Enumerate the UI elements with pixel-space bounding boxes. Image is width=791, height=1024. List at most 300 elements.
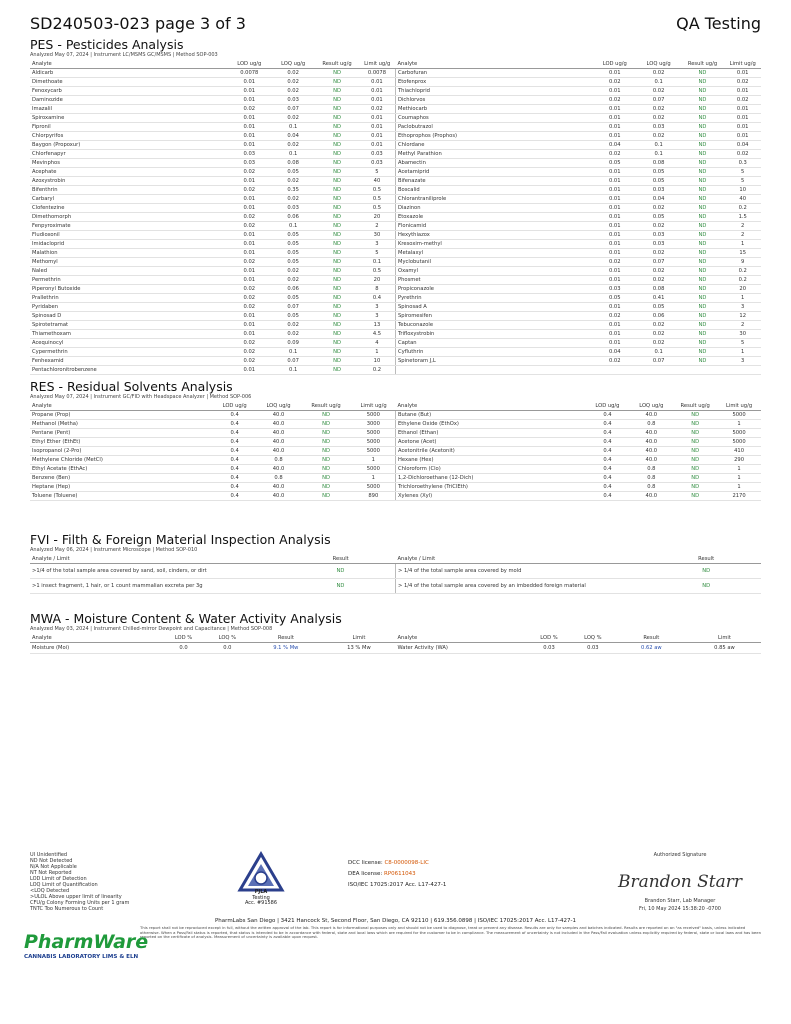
mwa-meta: Analyzed May 03, 2024 | Instrument Chilled-mirror Dewpoint and Capacitance | Method SOP-008 — [30, 626, 273, 632]
res-col-limit: Limit ug/g — [352, 402, 396, 411]
res-col-result-2: Result ug/g — [673, 402, 717, 411]
res-loq-2: 0.8 — [629, 483, 673, 492]
res-loq: 40.0 — [257, 492, 301, 501]
pes-result: ND — [315, 348, 359, 357]
pes-row — [30, 348, 761, 357]
res-limit: 890 — [352, 492, 396, 501]
pes-analyte-2: Carbofuran — [395, 69, 592, 78]
res-analyte-2: Acetone (Acet) — [395, 438, 585, 447]
pes-lod-2: 0.01 — [593, 240, 637, 249]
fvi-table — [30, 555, 761, 594]
fvi-criterion: >1 insect fragment, 1 hair, or 1 count mammalian excreta per 3g — [30, 579, 286, 594]
mwa-title: MWA - Moisture Content & Water Activity Analysis — [30, 611, 342, 626]
pes-analyte-2: Flonicamid — [395, 222, 592, 231]
pes-limit: 0.01 — [359, 87, 396, 96]
pes-loq-2: 0.05 — [637, 177, 681, 186]
res-lod-2: 0.4 — [586, 474, 630, 483]
pes-result-2: ND — [681, 78, 725, 87]
res-limit-2: 1 — [717, 420, 761, 429]
pes-loq-2: 0.05 — [637, 303, 681, 312]
pes-limit: 0.01 — [359, 132, 396, 141]
pes-lod: 0.01 — [227, 132, 271, 141]
res-analyte-2: Trichloroethylene (TriClEth) — [395, 483, 585, 492]
pes-limit-2: 1 — [724, 240, 761, 249]
pes-limit-2: 0.3 — [724, 159, 761, 168]
pes-analyte-2: Tebuconazole — [395, 321, 592, 330]
pes-lod-2 — [593, 366, 637, 375]
res-lod: 0.4 — [213, 429, 257, 438]
pes-lod-2: 0.01 — [593, 249, 637, 258]
res-lod: 0.4 — [213, 465, 257, 474]
res-result: ND — [300, 420, 351, 429]
pes-result: ND — [315, 303, 359, 312]
pes-limit: 4.5 — [359, 330, 396, 339]
pes-result-2: ND — [681, 303, 725, 312]
pes-limit-2: 0.01 — [724, 114, 761, 123]
pes-loq: 0.1 — [271, 150, 315, 159]
res-analyte: Isopropanol (2-Pro) — [30, 447, 213, 456]
pes-limit: 0.5 — [359, 195, 396, 204]
res-limit: 5000 — [352, 429, 396, 438]
res-row — [30, 447, 761, 456]
res-lod-2: 0.4 — [586, 492, 630, 501]
pes-loq-2: 0.02 — [637, 105, 681, 114]
res-loq-2: 40.0 — [629, 456, 673, 465]
pes-lod: 0.01 — [227, 312, 271, 321]
pes-result: ND — [315, 222, 359, 231]
res-analyte: Ethyl Acetate (EthAc) — [30, 465, 213, 474]
pes-analyte: Dimethoate — [30, 78, 227, 87]
pes-col-result-2: Result ug/g — [681, 60, 725, 69]
pes-loq-2: 0.07 — [637, 357, 681, 366]
pes-analyte-2: Boscalid — [395, 186, 592, 195]
pes-analyte-2: Bifenazate — [395, 177, 592, 186]
pes-loq-2: 0.02 — [637, 87, 681, 96]
pes-result-2: ND — [681, 339, 725, 348]
pes-lod-2: 0.04 — [593, 348, 637, 357]
pes-limit-2 — [724, 366, 761, 375]
mwa-analyte: Moisture (Moi) — [30, 643, 162, 654]
legend-item: NT Not Reported — [30, 870, 72, 876]
res-result: ND — [300, 474, 351, 483]
pes-limit-2: 0.04 — [724, 141, 761, 150]
pes-result-2: ND — [681, 69, 725, 78]
pes-result-2: ND — [681, 357, 725, 366]
pes-loq: 0.02 — [271, 276, 315, 285]
pes-loq: 0.02 — [271, 195, 315, 204]
pes-result-2: ND — [681, 267, 725, 276]
pes-row — [30, 204, 761, 213]
res-loq-2: 40.0 — [629, 447, 673, 456]
pes-limit-2: 20 — [724, 285, 761, 294]
pes-loq: 0.06 — [271, 213, 315, 222]
pes-result: ND — [315, 213, 359, 222]
mwa-col-limit-2: Limit — [688, 634, 761, 643]
pes-result-2: ND — [681, 105, 725, 114]
pes-analyte-2: Myclobutanil — [395, 258, 592, 267]
res-limit: 1 — [352, 474, 396, 483]
pes-lod: 0.01 — [227, 123, 271, 132]
res-loq: 0.8 — [257, 456, 301, 465]
abbreviation-legend — [30, 852, 129, 912]
pes-result: ND — [315, 195, 359, 204]
pes-analyte: Spinosad D — [30, 312, 227, 321]
mwa-col-analyte-2: Analyte — [395, 634, 527, 643]
pes-row — [30, 114, 761, 123]
res-header-row — [30, 402, 761, 411]
pes-result-2: ND — [681, 249, 725, 258]
pes-limit: 4 — [359, 339, 396, 348]
fvi-result: ND — [286, 579, 396, 594]
pes-result: ND — [315, 240, 359, 249]
res-limit: 5000 — [352, 447, 396, 456]
pes-result: ND — [315, 150, 359, 159]
pes-result: ND — [315, 141, 359, 150]
res-loq: 40.0 — [257, 447, 301, 456]
res-meta: Analyzed May 07, 2024 | Instrument GC/FID with Headspace Analyzer | Method SOP-006 — [30, 394, 252, 400]
pes-lod: 0.01 — [227, 114, 271, 123]
dcc-license-label: DCC license: — [348, 860, 383, 866]
pes-analyte-2 — [395, 366, 592, 375]
res-analyte-2: Chloroform (Clo) — [395, 465, 585, 474]
pes-row — [30, 150, 761, 159]
pes-analyte: Daminozide — [30, 96, 227, 105]
mwa-row — [30, 643, 761, 654]
res-result: ND — [300, 429, 351, 438]
mwa-limit: 13 % Mw — [322, 643, 395, 654]
res-row — [30, 492, 761, 501]
pes-loq: 0.02 — [271, 267, 315, 276]
pes-limit-2: 0.2 — [724, 276, 761, 285]
res-body — [30, 411, 761, 501]
pes-loq-2: 0.02 — [637, 114, 681, 123]
res-result-2: ND — [673, 474, 717, 483]
pes-analyte: Fenoxycarb — [30, 87, 227, 96]
pes-loq: 0.02 — [271, 141, 315, 150]
pes-lod-2: 0.02 — [593, 150, 637, 159]
pjla-label: PJLA — [254, 889, 268, 895]
signature-date: Fri, 10 May 2024 15:38:20 -0700 — [639, 906, 721, 912]
pes-result: ND — [315, 231, 359, 240]
res-loq: 0.8 — [257, 474, 301, 483]
pes-row — [30, 312, 761, 321]
pes-row — [30, 294, 761, 303]
mwa-col-limit: Limit — [322, 634, 395, 643]
pes-analyte: Fludioxonil — [30, 231, 227, 240]
pes-lod-2: 0.01 — [593, 204, 637, 213]
pes-row — [30, 285, 761, 294]
pes-lod: 0.01 — [227, 96, 271, 105]
pes-lod: 0.02 — [227, 258, 271, 267]
pes-analyte: Pentachloronitrobenzene — [30, 366, 227, 375]
pes-limit-2: 5 — [724, 177, 761, 186]
pes-lod-2: 0.01 — [593, 303, 637, 312]
fvi-col-analyte-2: Analyte / Limit — [395, 555, 651, 564]
res-result: ND — [300, 411, 351, 420]
pharmware-logo-graphic — [22, 926, 149, 962]
pes-row — [30, 105, 761, 114]
pes-analyte: Thiamethoxam — [30, 330, 227, 339]
pes-analyte-2: Kresoxim-methyl — [395, 240, 592, 249]
signature-image: Brandon Starr — [617, 872, 743, 892]
pes-limit: 0.4 — [359, 294, 396, 303]
pes-loq: 0.07 — [271, 357, 315, 366]
pes-limit: 8 — [359, 285, 396, 294]
pes-analyte: Fenhexamid — [30, 357, 227, 366]
pes-lod-2: 0.02 — [593, 312, 637, 321]
pes-loq-2: 0.02 — [637, 204, 681, 213]
pes-analyte-2: Oxamyl — [395, 267, 592, 276]
pes-analyte: Permethrin — [30, 276, 227, 285]
pes-loq: 0.07 — [271, 303, 315, 312]
pes-result: ND — [315, 168, 359, 177]
pes-loq: 0.05 — [271, 168, 315, 177]
res-result: ND — [300, 447, 351, 456]
res-result: ND — [300, 465, 351, 474]
pes-result: ND — [315, 330, 359, 339]
pes-result-2: ND — [681, 132, 725, 141]
pes-analyte-2: Chlorantraniliprole — [395, 195, 592, 204]
pes-analyte-2: Phosmet — [395, 276, 592, 285]
pes-lod-2: 0.02 — [593, 78, 637, 87]
res-lod: 0.4 — [213, 438, 257, 447]
pes-loq: 0.02 — [271, 321, 315, 330]
pes-result-2: ND — [681, 168, 725, 177]
res-limit: 5000 — [352, 411, 396, 420]
res-lod-2: 0.4 — [586, 429, 630, 438]
pes-limit-2: 40 — [724, 195, 761, 204]
pes-loq: 0.07 — [271, 105, 315, 114]
pes-row — [30, 339, 761, 348]
pes-lod-2: 0.01 — [593, 330, 637, 339]
pes-loq-2: 0.02 — [637, 267, 681, 276]
dcc-license-value: C8-0000098-LIC — [384, 860, 429, 866]
pes-loq-2: 0.06 — [637, 312, 681, 321]
pes-row — [30, 366, 761, 375]
fvi-result-2: ND — [651, 579, 761, 594]
res-loq: 40.0 — [257, 429, 301, 438]
pes-analyte: Fenpyroximate — [30, 222, 227, 231]
pes-loq-2: 0.08 — [637, 159, 681, 168]
pes-row — [30, 357, 761, 366]
pes-loq: 0.06 — [271, 285, 315, 294]
pes-analyte: Acephate — [30, 168, 227, 177]
res-analyte-2: Hexane (Hex) — [395, 456, 585, 465]
pes-analyte-2: Hexythiazox — [395, 231, 592, 240]
pes-lod: 0.02 — [227, 339, 271, 348]
pes-loq: 0.1 — [271, 348, 315, 357]
mwa-header-row — [30, 634, 761, 643]
pes-loq-2: 0.03 — [637, 186, 681, 195]
pes-loq-2: 0.03 — [637, 123, 681, 132]
pes-loq: 0.1 — [271, 366, 315, 375]
fvi-header-row — [30, 555, 761, 564]
pes-loq: 0.35 — [271, 186, 315, 195]
pes-limit: 0.01 — [359, 78, 396, 87]
pes-analyte: Mevinphos — [30, 159, 227, 168]
pes-limit-2: 12 — [724, 312, 761, 321]
mwa-col-result: Result — [249, 634, 322, 643]
pes-analyte: Baygon (Propoxur) — [30, 141, 227, 150]
pes-col-result: Result ug/g — [315, 60, 359, 69]
qa-testing-title: QA Testing — [676, 14, 761, 33]
res-row — [30, 438, 761, 447]
pes-result-2: ND — [681, 150, 725, 159]
fvi-criterion: >1/4 of the total sample area covered by sand, soil, cinders, or dirt — [30, 564, 286, 579]
res-lod: 0.4 — [213, 492, 257, 501]
pes-analyte-2: Etoxazole — [395, 213, 592, 222]
res-limit-2: 5000 — [717, 438, 761, 447]
res-loq-2: 40.0 — [629, 438, 673, 447]
pes-limit: 13 — [359, 321, 396, 330]
res-limit: 5000 — [352, 438, 396, 447]
mwa-result-2: 0.62 aw — [615, 643, 688, 654]
pes-analyte-2: Diazinon — [395, 204, 592, 213]
brand-name: PharmWare — [24, 931, 149, 953]
pes-result-2: ND — [681, 348, 725, 357]
pes-lod: 0.01 — [227, 78, 271, 87]
pes-row — [30, 87, 761, 96]
res-lod: 0.4 — [213, 474, 257, 483]
fvi-col-analyte: Analyte / Limit — [30, 555, 286, 564]
pes-limit-2: 15 — [724, 249, 761, 258]
pes-loq-2: 0.02 — [637, 132, 681, 141]
res-loq-2: 0.8 — [629, 420, 673, 429]
pes-analyte-2: Cyfluthrin — [395, 348, 592, 357]
fvi-section — [30, 533, 761, 594]
pes-limit-2: 2 — [724, 321, 761, 330]
pes-lod-2: 0.01 — [593, 339, 637, 348]
pes-limit: 5 — [359, 168, 396, 177]
pes-limit-2: 0.02 — [724, 78, 761, 87]
pes-title: PES - Pesticides Analysis — [30, 37, 184, 52]
pes-result-2: ND — [681, 231, 725, 240]
res-row — [30, 411, 761, 420]
pes-lod-2: 0.01 — [593, 177, 637, 186]
pes-loq-2: 0.02 — [637, 339, 681, 348]
legend-item: >ULOL Above upper limit of linearity — [30, 894, 122, 900]
pes-analyte: Carbaryl — [30, 195, 227, 204]
pes-limit: 2 — [359, 222, 396, 231]
pes-loq: 0.02 — [271, 330, 315, 339]
res-col-lod: LOD ug/g — [213, 402, 257, 411]
pes-limit: 0.0078 — [359, 69, 396, 78]
res-analyte: Propane (Prop) — [30, 411, 213, 420]
pes-loq-2: 0.1 — [637, 78, 681, 87]
res-loq-2: 40.0 — [629, 411, 673, 420]
pes-lod: 0.02 — [227, 222, 271, 231]
pes-result: ND — [315, 159, 359, 168]
pes-limit: 0.01 — [359, 96, 396, 105]
res-limit: 5000 — [352, 483, 396, 492]
pes-limit: 5 — [359, 249, 396, 258]
pharmware-logo — [22, 926, 149, 962]
pes-analyte: Naled — [30, 267, 227, 276]
pes-analyte-2: Metalaxyl — [395, 249, 592, 258]
pes-lod-2: 0.03 — [593, 285, 637, 294]
res-lod: 0.4 — [213, 483, 257, 492]
pes-row — [30, 186, 761, 195]
pes-lod-2: 0.01 — [593, 123, 637, 132]
pes-loq: 0.08 — [271, 159, 315, 168]
res-row — [30, 456, 761, 465]
pes-result-2: ND — [681, 240, 725, 249]
legend-item: LOQ Limit of Quantification — [30, 882, 98, 888]
pes-analyte: Aldicarb — [30, 69, 227, 78]
pes-lod: 0.01 — [227, 240, 271, 249]
pes-analyte: Dimethomorph — [30, 213, 227, 222]
res-limit-2: 1 — [717, 474, 761, 483]
mwa-col-lod: LOD % — [162, 634, 206, 643]
pes-result: ND — [315, 132, 359, 141]
pes-result-2: ND — [681, 285, 725, 294]
pes-result: ND — [315, 186, 359, 195]
pes-result-2 — [681, 366, 725, 375]
pes-loq-2: 0.07 — [637, 258, 681, 267]
pes-result: ND — [315, 312, 359, 321]
pes-lod: 0.03 — [227, 150, 271, 159]
pes-result: ND — [315, 285, 359, 294]
res-analyte-2: 1,2-Dichloroethane (12-Dich) — [395, 474, 585, 483]
pes-result: ND — [315, 123, 359, 132]
res-loq: 40.0 — [257, 438, 301, 447]
res-lod: 0.4 — [213, 456, 257, 465]
pes-lod: 0.02 — [227, 168, 271, 177]
res-lod-2: 0.4 — [586, 456, 630, 465]
pes-limit-2: 9 — [724, 258, 761, 267]
pes-loq-2: 0.02 — [637, 330, 681, 339]
pes-lod: 0.02 — [227, 186, 271, 195]
fvi-body — [30, 564, 761, 594]
pes-limit: 0.01 — [359, 114, 396, 123]
pes-result-2: ND — [681, 123, 725, 132]
res-col-loq: LOQ ug/g — [257, 402, 301, 411]
pes-row — [30, 69, 761, 78]
pjla-acc: Acc. #91586 — [244, 900, 278, 906]
pes-col-loq: LOQ ug/g — [271, 60, 315, 69]
pes-lod-2: 0.02 — [593, 258, 637, 267]
res-analyte: Toluene (Toluene) — [30, 492, 213, 501]
res-lod-2: 0.4 — [586, 411, 630, 420]
res-limit-2: 1 — [717, 465, 761, 474]
pes-lod: 0.01 — [227, 366, 271, 375]
res-loq: 40.0 — [257, 420, 301, 429]
res-limit-2: 5000 — [717, 429, 761, 438]
pes-row — [30, 240, 761, 249]
pes-analyte: Azoxystrobin — [30, 177, 227, 186]
pes-result-2: ND — [681, 330, 725, 339]
pes-lod-2: 0.01 — [593, 276, 637, 285]
res-lod: 0.4 — [213, 420, 257, 429]
res-result-2: ND — [673, 438, 717, 447]
pes-limit-2: 30 — [724, 330, 761, 339]
pes-lod-2: 0.01 — [593, 321, 637, 330]
res-result-2: ND — [673, 447, 717, 456]
res-result-2: ND — [673, 465, 717, 474]
res-result: ND — [300, 456, 351, 465]
pes-col-lod-2: LOD ug/g — [593, 60, 637, 69]
pes-loq: 0.02 — [271, 78, 315, 87]
pes-lod: 0.02 — [227, 213, 271, 222]
pes-loq-2: 0.02 — [637, 69, 681, 78]
res-loq-2: 40.0 — [629, 429, 673, 438]
pes-lod: 0.01 — [227, 195, 271, 204]
page-title: SD240503-023 page 3 of 3 — [30, 14, 246, 33]
pes-limit-2: 0.2 — [724, 267, 761, 276]
pes-loq-2: 0.1 — [637, 348, 681, 357]
pes-result-2: ND — [681, 114, 725, 123]
fvi-meta: Analyzed May 06, 2024 | Instrument Microscope | Method SOP-010 — [30, 547, 198, 553]
